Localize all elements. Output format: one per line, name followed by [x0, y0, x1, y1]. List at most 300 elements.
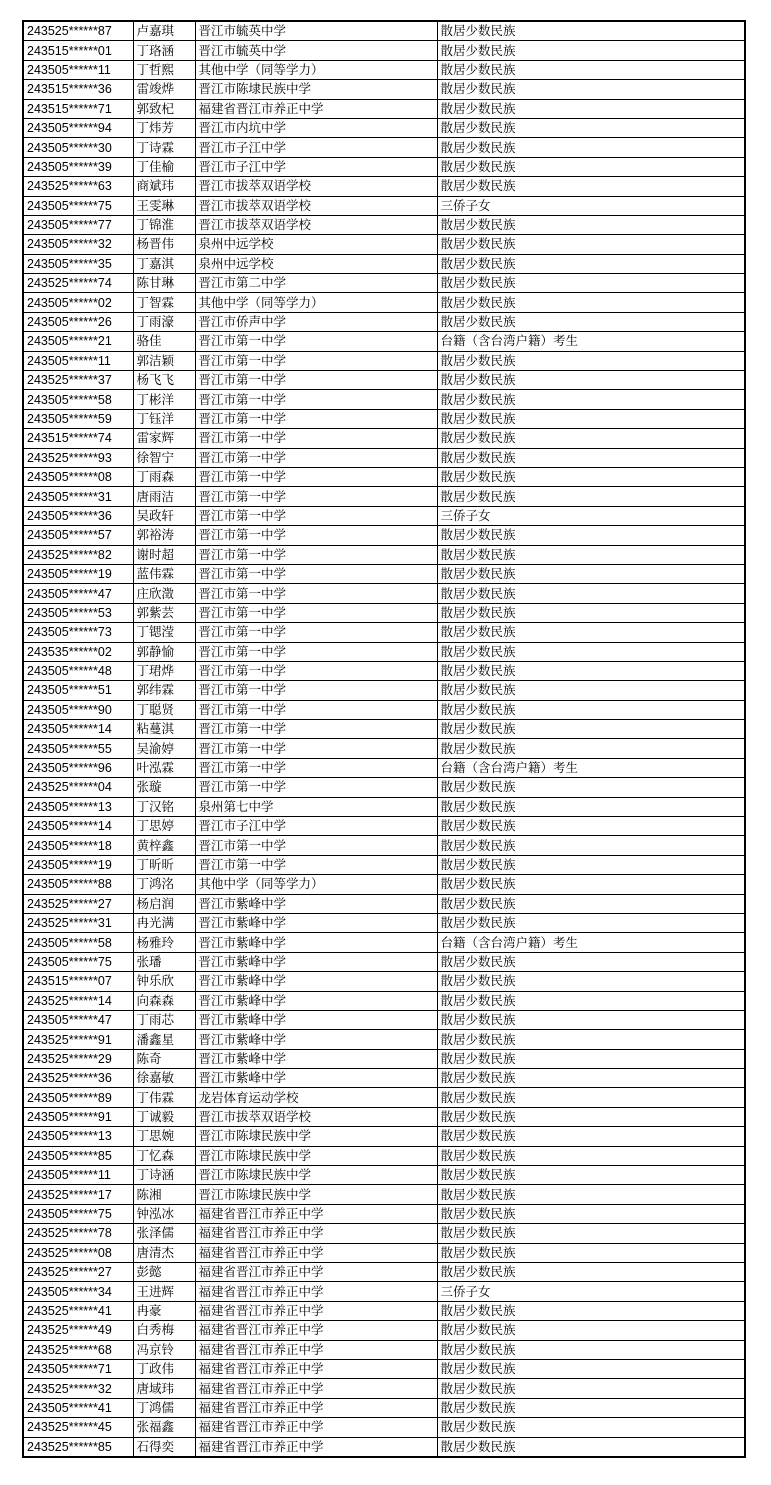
category-cell: 散居少数民族	[437, 99, 745, 118]
exam-id-cell: 243505******32	[23, 235, 133, 254]
school-cell: 晋江市陈埭民族中学	[195, 1146, 437, 1165]
category-cell: 散居少数民族	[437, 797, 745, 816]
school-cell: 晋江市第一中学	[195, 390, 437, 409]
category-cell: 散居少数民族	[437, 1321, 745, 1340]
category-cell: 散居少数民族	[437, 1263, 745, 1282]
category-cell: 散居少数民族	[437, 138, 745, 157]
table-row	[23, 41, 745, 60]
student-name-cell: 丁哲熙	[133, 60, 195, 79]
category-cell: 散居少数民族	[437, 564, 745, 583]
category-cell: 散居少数民族	[437, 177, 745, 196]
school-cell: 晋江市内坑中学	[195, 118, 437, 137]
category-cell: 散居少数民族	[437, 1379, 745, 1398]
exam-id-cell: 243505******91	[23, 1107, 133, 1126]
school-cell: 泉州中远学校	[195, 254, 437, 273]
table-row	[23, 758, 745, 777]
school-cell: 其他中学（同等学力）	[195, 293, 437, 312]
school-cell: 晋江市第一中学	[195, 739, 437, 758]
category-cell: 三侨子女	[437, 506, 745, 525]
category-cell: 散居少数民族	[437, 1010, 745, 1029]
table-row	[23, 681, 745, 700]
exam-id-cell: 243505******75	[23, 196, 133, 215]
student-name-cell: 丁雨濠	[133, 312, 195, 331]
table-row	[23, 1204, 745, 1223]
school-cell: 晋江市子江中学	[195, 157, 437, 176]
exam-id-cell: 243505******34	[23, 1282, 133, 1301]
table-row	[23, 1069, 745, 1088]
exam-id-cell: 243525******63	[23, 177, 133, 196]
exam-id-cell: 243505******94	[23, 118, 133, 137]
table-row	[23, 293, 745, 312]
exam-id-cell: 243505******35	[23, 254, 133, 273]
exam-id-cell: 243505******58	[23, 390, 133, 409]
student-name-cell: 向森森	[133, 991, 195, 1010]
category-cell: 散居少数民族	[437, 545, 745, 564]
category-cell: 散居少数民族	[437, 1166, 745, 1185]
table-row	[23, 526, 745, 545]
table-row	[23, 157, 745, 176]
table-row	[23, 739, 745, 758]
exam-id-cell: 243505******51	[23, 681, 133, 700]
table-row	[23, 933, 745, 952]
category-cell: 散居少数民族	[437, 1243, 745, 1262]
student-name-cell: 丁雨森	[133, 467, 195, 486]
category-cell: 散居少数民族	[437, 855, 745, 874]
category-cell: 散居少数民族	[437, 448, 745, 467]
category-cell: 散居少数民族	[437, 720, 745, 739]
student-name-cell: 陈甘琳	[133, 274, 195, 293]
category-cell: 散居少数民族	[437, 952, 745, 971]
table-row	[23, 1263, 745, 1282]
school-cell: 晋江市拔萃双语学校	[195, 196, 437, 215]
exam-id-cell: 243505******02	[23, 293, 133, 312]
category-cell: 散居少数民族	[437, 817, 745, 836]
table-row	[23, 623, 745, 642]
school-cell: 晋江市第一中学	[195, 409, 437, 428]
student-name-cell: 丁思婉	[133, 1127, 195, 1146]
school-cell: 晋江市第一中学	[195, 351, 437, 370]
category-cell: 散居少数民族	[437, 623, 745, 642]
category-cell: 散居少数民族	[437, 1340, 745, 1359]
exam-id-cell: 243505******31	[23, 487, 133, 506]
exam-id-cell: 243505******53	[23, 603, 133, 622]
category-cell: 散居少数民族	[437, 836, 745, 855]
exam-id-cell: 243505******58	[23, 933, 133, 952]
student-name-cell: 粘蔓淇	[133, 720, 195, 739]
category-cell: 散居少数民族	[437, 603, 745, 622]
exam-id-cell: 243505******96	[23, 758, 133, 777]
category-cell: 散居少数民族	[437, 681, 745, 700]
table-row	[23, 1049, 745, 1068]
student-name-cell: 郭洁颖	[133, 351, 195, 370]
school-cell: 泉州第七中学	[195, 797, 437, 816]
student-name-cell: 卢嘉琪	[133, 21, 195, 41]
student-name-cell: 陈奇	[133, 1049, 195, 1068]
exam-id-cell: 243505******59	[23, 409, 133, 428]
category-cell: 散居少数民族	[437, 429, 745, 448]
exam-id-cell: 243525******45	[23, 1418, 133, 1437]
student-name-cell: 雷竣烨	[133, 80, 195, 99]
exam-id-cell: 243505******30	[23, 138, 133, 157]
exam-id-cell: 243525******27	[23, 894, 133, 913]
table-row	[23, 817, 745, 836]
table-row	[23, 429, 745, 448]
table-row	[23, 448, 745, 467]
school-cell: 福建省晋江市养正中学	[195, 1437, 437, 1457]
category-cell: 散居少数民族	[437, 1301, 745, 1320]
table-row	[23, 1088, 745, 1107]
exam-id-cell: 243525******85	[23, 1437, 133, 1457]
school-cell: 晋江市侨声中学	[195, 312, 437, 331]
school-cell: 晋江市陈埭民族中学	[195, 1185, 437, 1204]
exam-id-cell: 243505******14	[23, 720, 133, 739]
student-name-cell: 郭裕涛	[133, 526, 195, 545]
school-cell: 晋江市紫峰中学	[195, 991, 437, 1010]
table-row	[23, 894, 745, 913]
table-row	[23, 138, 745, 157]
category-cell: 散居少数民族	[437, 875, 745, 894]
exam-id-cell: 243525******17	[23, 1185, 133, 1204]
school-cell: 福建省晋江市养正中学	[195, 1243, 437, 1262]
student-name-cell: 丁嘉淇	[133, 254, 195, 273]
school-cell: 晋江市紫峰中学	[195, 913, 437, 932]
table-row	[23, 661, 745, 680]
school-cell: 晋江市陈埭民族中学	[195, 80, 437, 99]
student-name-cell: 丁彬洋	[133, 390, 195, 409]
exam-id-cell: 243525******27	[23, 1263, 133, 1282]
exam-id-cell: 243525******78	[23, 1224, 133, 1243]
student-name-cell: 张璇	[133, 778, 195, 797]
student-name-cell: 钟泓冰	[133, 1204, 195, 1223]
school-cell: 晋江市第一中学	[195, 332, 437, 351]
school-cell: 晋江市紫峰中学	[195, 894, 437, 913]
category-cell: 散居少数民族	[437, 991, 745, 1010]
school-cell: 福建省晋江市养正中学	[195, 1224, 437, 1243]
table-row	[23, 913, 745, 932]
student-name-cell: 丁雨芯	[133, 1010, 195, 1029]
table-row	[23, 855, 745, 874]
exam-id-cell: 243505******11	[23, 351, 133, 370]
table-row	[23, 1107, 745, 1126]
student-name-cell: 丁昕昕	[133, 855, 195, 874]
table-row	[23, 778, 745, 797]
school-cell: 福建省晋江市养正中学	[195, 1263, 437, 1282]
table-row	[23, 409, 745, 428]
student-name-cell: 唐清杰	[133, 1243, 195, 1262]
school-cell: 晋江市第一中学	[195, 661, 437, 680]
school-cell: 晋江市第一中学	[195, 448, 437, 467]
table-row	[23, 1437, 745, 1457]
table-row	[23, 1418, 745, 1437]
table-row	[23, 1185, 745, 1204]
category-cell: 散居少数民族	[437, 351, 745, 370]
school-cell: 福建省晋江市养正中学	[195, 1340, 437, 1359]
exam-id-cell: 243505******36	[23, 506, 133, 525]
student-name-cell: 郭致杞	[133, 99, 195, 118]
school-cell: 晋江市第一中学	[195, 720, 437, 739]
category-cell: 散居少数民族	[437, 1127, 745, 1146]
student-name-cell: 丁珺烨	[133, 661, 195, 680]
exam-id-cell: 243515******36	[23, 80, 133, 99]
table-row	[23, 1127, 745, 1146]
student-name-cell: 丁钰洋	[133, 409, 195, 428]
category-cell: 散居少数民族	[437, 312, 745, 331]
category-cell: 散居少数民族	[437, 1204, 745, 1223]
school-cell: 晋江市第一中学	[195, 700, 437, 719]
student-name-cell: 徐智宁	[133, 448, 195, 467]
exam-id-cell: 243505******90	[23, 700, 133, 719]
table-row	[23, 274, 745, 293]
category-cell: 散居少数民族	[437, 60, 745, 79]
category-cell: 散居少数民族	[437, 1069, 745, 1088]
exam-id-cell: 243505******18	[23, 836, 133, 855]
exam-id-cell: 243505******75	[23, 1204, 133, 1223]
table-row	[23, 875, 745, 894]
table-row	[23, 99, 745, 118]
category-cell: 散居少数民族	[437, 293, 745, 312]
student-name-cell: 杨飞飞	[133, 371, 195, 390]
school-cell: 晋江市第一中学	[195, 429, 437, 448]
category-cell: 散居少数民族	[437, 894, 745, 913]
student-name-cell: 石得奕	[133, 1437, 195, 1457]
exam-id-cell: 243515******74	[23, 429, 133, 448]
table-row	[23, 545, 745, 564]
student-name-cell: 张璠	[133, 952, 195, 971]
student-name-cell: 丁诗涵	[133, 1166, 195, 1185]
school-cell: 晋江市第一中学	[195, 506, 437, 525]
category-cell: 散居少数民族	[437, 41, 745, 60]
table-row	[23, 467, 745, 486]
category-cell: 散居少数民族	[437, 118, 745, 137]
table-row	[23, 1282, 745, 1301]
category-cell: 散居少数民族	[437, 1049, 745, 1068]
student-name-cell: 王进辉	[133, 1282, 195, 1301]
roster-body	[23, 21, 745, 1457]
table-row	[23, 390, 745, 409]
category-cell: 三侨子女	[437, 196, 745, 215]
exam-id-cell: 243525******31	[23, 913, 133, 932]
exam-id-cell: 243505******11	[23, 1166, 133, 1185]
school-cell: 晋江市拔萃双语学校	[195, 1107, 437, 1126]
school-cell: 晋江市第一中学	[195, 681, 437, 700]
school-cell: 晋江市第一中学	[195, 778, 437, 797]
table-row	[23, 1321, 745, 1340]
student-name-cell: 丁诚毅	[133, 1107, 195, 1126]
school-cell: 福建省晋江市养正中学	[195, 1282, 437, 1301]
school-cell: 晋江市第一中学	[195, 467, 437, 486]
table-row	[23, 584, 745, 603]
exam-id-cell: 243505******85	[23, 1146, 133, 1165]
category-cell: 散居少数民族	[437, 1398, 745, 1417]
exam-id-cell: 243505******88	[23, 875, 133, 894]
exam-id-cell: 243505******11	[23, 60, 133, 79]
category-cell: 散居少数民族	[437, 642, 745, 661]
exam-id-cell: 243525******32	[23, 1379, 133, 1398]
student-name-cell: 张泽儒	[133, 1224, 195, 1243]
exam-id-cell: 243505******13	[23, 1127, 133, 1146]
student-name-cell: 白秀梅	[133, 1321, 195, 1340]
student-name-cell: 徐嘉敏	[133, 1069, 195, 1088]
category-cell: 散居少数民族	[437, 390, 745, 409]
school-cell: 福建省晋江市养正中学	[195, 1321, 437, 1340]
category-cell: 散居少数民族	[437, 254, 745, 273]
table-row	[23, 952, 745, 971]
category-cell: 散居少数民族	[437, 1224, 745, 1243]
table-row	[23, 21, 745, 41]
school-cell: 福建省晋江市养正中学	[195, 99, 437, 118]
exam-id-cell: 243505******19	[23, 564, 133, 583]
category-cell: 散居少数民族	[437, 409, 745, 428]
student-name-cell: 黄梓鑫	[133, 836, 195, 855]
student-name-cell: 丁聪贤	[133, 700, 195, 719]
school-cell: 晋江市第一中学	[195, 545, 437, 564]
table-row	[23, 972, 745, 991]
category-cell: 散居少数民族	[437, 274, 745, 293]
category-cell: 散居少数民族	[437, 700, 745, 719]
category-cell: 散居少数民族	[437, 1185, 745, 1204]
table-row	[23, 1301, 745, 1320]
student-name-cell: 吴渝婷	[133, 739, 195, 758]
exam-id-cell: 243505******14	[23, 817, 133, 836]
school-cell: 晋江市第一中学	[195, 758, 437, 777]
student-name-cell: 杨启润	[133, 894, 195, 913]
student-name-cell: 骆佳	[133, 332, 195, 351]
student-name-cell: 丁鸿洺	[133, 875, 195, 894]
exam-id-cell: 243535******02	[23, 642, 133, 661]
exam-id-cell: 243505******47	[23, 584, 133, 603]
table-row	[23, 1340, 745, 1359]
school-cell: 晋江市毓英中学	[195, 21, 437, 41]
exam-id-cell: 243525******49	[23, 1321, 133, 1340]
exam-id-cell: 243505******41	[23, 1398, 133, 1417]
category-cell: 散居少数民族	[437, 215, 745, 234]
category-cell: 散居少数民族	[437, 1418, 745, 1437]
exam-id-cell: 243515******07	[23, 972, 133, 991]
category-cell: 散居少数民族	[437, 1146, 745, 1165]
student-name-cell: 谢时超	[133, 545, 195, 564]
category-cell: 散居少数民族	[437, 157, 745, 176]
category-cell: 散居少数民族	[437, 913, 745, 932]
table-row	[23, 1359, 745, 1378]
school-cell: 其他中学（同等学力）	[195, 60, 437, 79]
student-name-cell: 丁诗霖	[133, 138, 195, 157]
student-name-cell: 丁政伟	[133, 1359, 195, 1378]
table-row	[23, 1010, 745, 1029]
table-row	[23, 215, 745, 234]
category-cell: 散居少数民族	[437, 526, 745, 545]
exam-id-cell: 243525******41	[23, 1301, 133, 1320]
exam-id-cell: 243505******13	[23, 797, 133, 816]
category-cell: 散居少数民族	[437, 778, 745, 797]
school-cell: 晋江市紫峰中学	[195, 1049, 437, 1068]
exam-id-cell: 243505******39	[23, 157, 133, 176]
table-row	[23, 1379, 745, 1398]
table-row	[23, 312, 745, 331]
table-row	[23, 564, 745, 583]
table-row	[23, 1166, 745, 1185]
exam-id-cell: 243515******71	[23, 99, 133, 118]
school-cell: 福建省晋江市养正中学	[195, 1204, 437, 1223]
school-cell: 晋江市紫峰中学	[195, 1069, 437, 1088]
category-cell: 散居少数民族	[437, 80, 745, 99]
student-name-cell: 庄欣澂	[133, 584, 195, 603]
exam-id-cell: 243505******48	[23, 661, 133, 680]
table-row	[23, 642, 745, 661]
school-cell: 晋江市拔萃双语学校	[195, 215, 437, 234]
student-name-cell: 冉豪	[133, 1301, 195, 1320]
student-name-cell: 丁锦淮	[133, 215, 195, 234]
exam-id-cell: 243525******68	[23, 1340, 133, 1359]
student-name-cell: 王雯琳	[133, 196, 195, 215]
category-cell: 三侨子女	[437, 1282, 745, 1301]
category-cell: 台籍（含台湾户籍）考生	[437, 758, 745, 777]
school-cell: 晋江市紫峰中学	[195, 952, 437, 971]
school-cell: 晋江市第一中学	[195, 603, 437, 622]
student-name-cell: 丁忆森	[133, 1146, 195, 1165]
table-row	[23, 991, 745, 1010]
exam-id-cell: 243525******37	[23, 371, 133, 390]
student-name-cell: 陈湘	[133, 1185, 195, 1204]
category-cell: 散居少数民族	[437, 467, 745, 486]
student-name-cell: 冉光满	[133, 913, 195, 932]
table-row	[23, 235, 745, 254]
exam-id-cell: 243525******82	[23, 545, 133, 564]
exam-id-cell: 243505******55	[23, 739, 133, 758]
student-name-cell: 彭懿	[133, 1263, 195, 1282]
table-row	[23, 371, 745, 390]
student-name-cell: 丁珞涵	[133, 41, 195, 60]
table-row	[23, 351, 745, 370]
table-row	[23, 60, 745, 79]
exam-id-cell: 243505******21	[23, 332, 133, 351]
table-row	[23, 700, 745, 719]
category-cell: 散居少数民族	[437, 21, 745, 41]
school-cell: 福建省晋江市养正中学	[195, 1398, 437, 1417]
category-cell: 散居少数民族	[437, 1030, 745, 1049]
exam-id-cell: 243525******08	[23, 1243, 133, 1262]
table-row	[23, 118, 745, 137]
student-name-cell: 唐雨洁	[133, 487, 195, 506]
student-name-cell: 丁锶滢	[133, 623, 195, 642]
exam-id-cell: 243505******26	[23, 312, 133, 331]
student-name-cell: 潘鑫星	[133, 1030, 195, 1049]
category-cell: 台籍（含台湾户籍）考生	[437, 332, 745, 351]
category-cell: 散居少数民族	[437, 661, 745, 680]
table-row	[23, 177, 745, 196]
student-name-cell: 郭纬霖	[133, 681, 195, 700]
school-cell: 晋江市紫峰中学	[195, 1010, 437, 1029]
school-cell: 晋江市紫峰中学	[195, 933, 437, 952]
student-name-cell: 蓝伟霖	[133, 564, 195, 583]
table-row	[23, 720, 745, 739]
exam-id-cell: 243505******57	[23, 526, 133, 545]
student-name-cell: 商斌玮	[133, 177, 195, 196]
student-name-cell: 杨雅玲	[133, 933, 195, 952]
student-name-cell: 叶泓霖	[133, 758, 195, 777]
exam-id-cell: 243515******01	[23, 41, 133, 60]
exam-id-cell: 243505******89	[23, 1088, 133, 1107]
table-row	[23, 487, 745, 506]
school-cell: 福建省晋江市养正中学	[195, 1379, 437, 1398]
category-cell: 散居少数民族	[437, 1088, 745, 1107]
student-name-cell: 杨晋伟	[133, 235, 195, 254]
category-cell: 散居少数民族	[437, 487, 745, 506]
table-row	[23, 1243, 745, 1262]
exam-id-cell: 243525******91	[23, 1030, 133, 1049]
school-cell: 晋江市拔萃双语学校	[195, 177, 437, 196]
table-row	[23, 1224, 745, 1243]
category-cell: 台籍（含台湾户籍）考生	[437, 933, 745, 952]
